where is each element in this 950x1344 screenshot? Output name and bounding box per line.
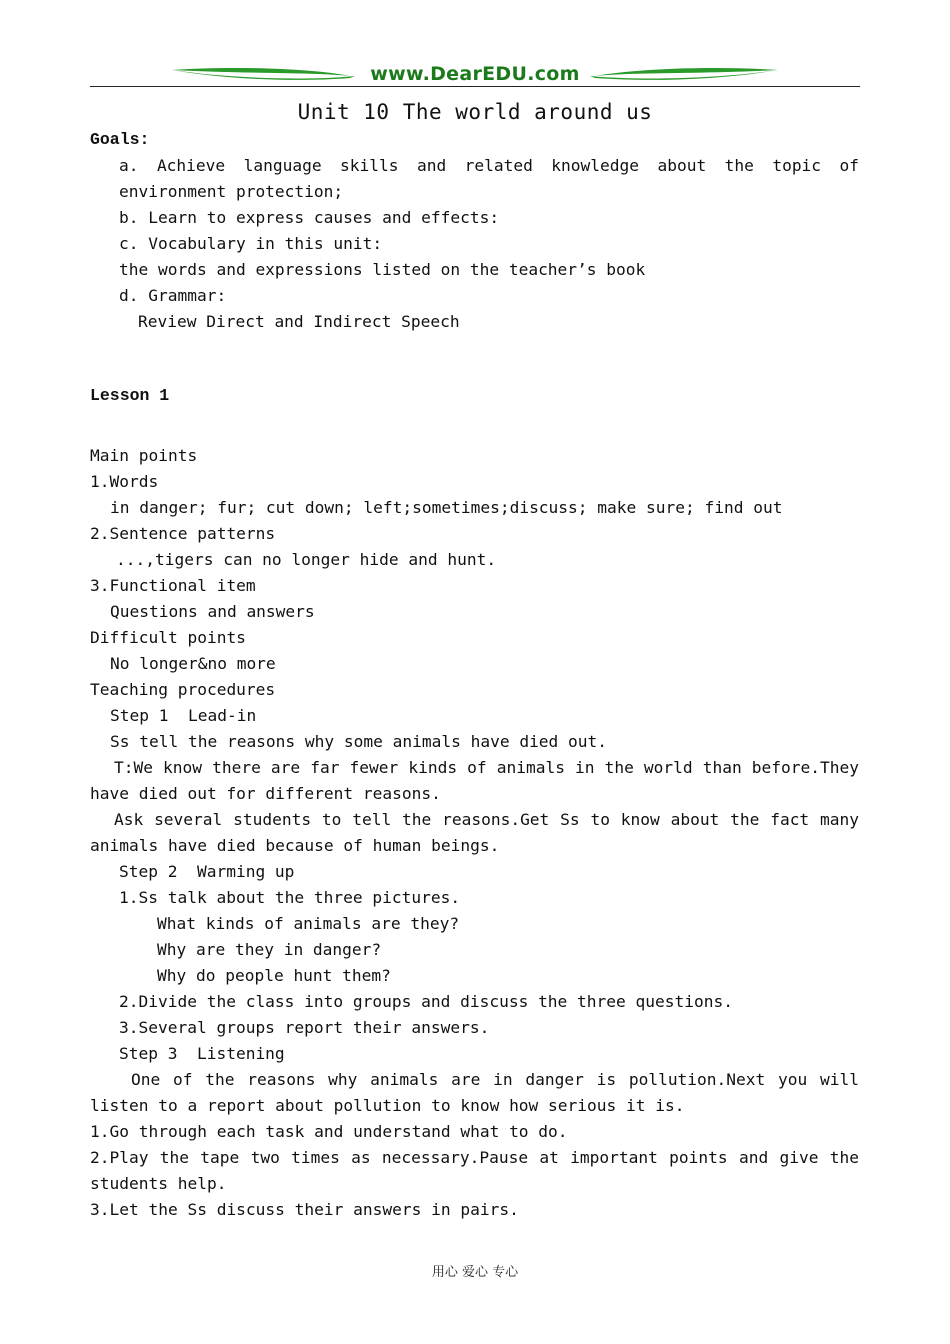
functional-heading: 3.Functional item	[90, 576, 256, 595]
step1-heading: Step 1 Lead-in	[110, 706, 257, 725]
logo-text: www.DearEDU.com	[370, 63, 580, 85]
functional-item: Questions and answers	[110, 602, 315, 621]
goal-a-line1: a. Achieve language skills and related knowledge about the topic of	[119, 156, 859, 175]
goal-a-line2: environment protection;	[119, 182, 344, 201]
sentence-heading: 2.Sentence patterns	[90, 524, 276, 543]
step3-line1b: listen to a report about pollution to know how serious it is.	[90, 1096, 685, 1115]
step3-item2b: students help.	[90, 1174, 227, 1193]
goals-heading: Goals:	[90, 130, 150, 149]
step2-question1: What kinds of animals are they?	[157, 914, 460, 933]
step3-heading: Step 3 Listening	[119, 1044, 285, 1063]
goal-d: d. Grammar:	[119, 286, 227, 305]
step3-item1: 1.Go through each task and understand what to do.	[90, 1122, 568, 1141]
step1-line2a: T:We know there are far fewer kinds of animals in the world than before.They	[114, 758, 859, 777]
page-title: Unit 10 The world around us	[297, 100, 653, 124]
step3-item3: 3.Let the Ss discuss their answers in pairs.	[90, 1200, 519, 1219]
lesson-heading: Lesson 1	[90, 386, 170, 405]
goal-d-detail: Review Direct and Indirect Speech	[138, 312, 460, 331]
step3-line1a: One of the reasons why animals are in danger is pollution.Next you will	[131, 1070, 859, 1089]
words-heading: 1.Words	[90, 472, 159, 491]
step1-line3a: Ask several students to tell the reasons.Get Ss to know about the fact many	[114, 810, 859, 829]
goal-b: b. Learn to express causes and effects:	[119, 208, 500, 227]
goal-c: c. Vocabulary in this unit:	[119, 234, 383, 253]
step2-question2: Why are they in danger?	[157, 940, 382, 959]
step3-item2a: 2.Play the tape two times as necessary.Pause at important points and give the	[90, 1148, 859, 1167]
page-footer: 用心 爱心 专心	[431, 1265, 519, 1280]
step2-question3: Why do people hunt them?	[157, 966, 391, 985]
step2-item1: 1.Ss talk about the three pictures.	[119, 888, 461, 907]
difficult-point: No longer&no more	[110, 654, 276, 673]
difficult-heading: Difficult points	[90, 628, 246, 647]
sentence-pattern: ...,tigers can no longer hide and hunt.	[116, 550, 497, 569]
main-points-heading: Main points	[90, 446, 198, 465]
step2-heading: Step 2 Warming up	[119, 862, 295, 881]
step2-item3: 3.Several groups report their answers.	[119, 1018, 490, 1037]
procedures-heading: Teaching procedures	[90, 680, 276, 699]
step1-line1: Ss tell the reasons why some animals have died out.	[110, 732, 608, 751]
goal-c-detail: the words and expressions listed on the teacher’s book	[119, 260, 646, 279]
step2-item2: 2.Divide the class into groups and discuss the three questions.	[119, 992, 733, 1011]
words-list: in danger; fur; cut down; left;sometimes;discuss; make sure; find out	[110, 498, 783, 517]
header-rule	[90, 86, 860, 87]
step1-line3b: animals have died because of human beings.	[90, 836, 500, 855]
step1-line2b: have died out for different reasons.	[90, 784, 441, 803]
